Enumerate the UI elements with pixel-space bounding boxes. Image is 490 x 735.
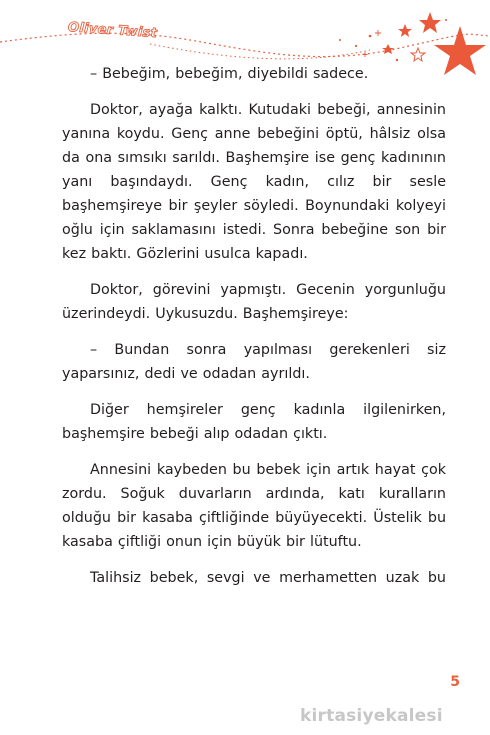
paragraph: Doktor, ayağa kalktı. Kutudaki bebeği, annesinin yanına koydu. Genç anne bebeğini öptü, hâlsiz olsa da ona sımsıkı sarıldı. Başhemşire ise genç kadınının yanı başındaydı. Genç kadın, cılız bir sesle başhemşireye bir şeyler söyledi. Boynundaki kolyeyi oğlu için saklamasını istedi. Sonra bebeğine son bir kez baktı. Gözlerini usulca kapadı. [62,102,446,262]
watermark: kirtasiyekalesi [300,706,443,726]
star-icon-outline [411,48,425,61]
paragraph: Diğer hemşireler genç kadınla ilgilenirken, başhemşire bebeği alıp odadan çıktı. [62,402,446,442]
sparkle-dot [339,39,341,41]
star-icon-tiny [382,44,394,54]
sparkle-dot [369,35,372,38]
page-number: 5 [450,674,460,690]
paragraph: Annesini kaybeden bu bebek için artık hayat çok zordu. Soğuk duvarların ardında, katı kuralların olduğu bir kasaba çiftliğinde büyüyecekti. Üstelik bu kasaba çiftliği onun için büyük bir lütuftu. [62,462,446,550]
paragraph: – Bebeğim, bebeğim, diyebildi sadece. [90,66,369,82]
sparkle-dot [445,19,447,21]
paragraph: Talihsiz bebek, sevgi ve merhametten uzak bu [90,570,446,586]
paragraph: – Bundan sonra yapılması gerekenleri siz yaparsınız, dedi ve odadan ayrıldı. [62,342,446,382]
sparkle-dot [355,45,357,47]
sparkle-cross [375,30,381,36]
star-icon-small [398,24,412,37]
star-icon-medium [419,12,441,33]
book-title: Oliver Twist [67,20,158,42]
sparkle-cross [363,52,368,57]
sparkle-dot [396,59,398,61]
paragraph: Doktor, görevini yapmıştı. Gecenin yorgunluğu üzerindeydi. Uykusuzdu. Başhemşireye: [62,282,446,322]
body-text [62,62,446,590]
